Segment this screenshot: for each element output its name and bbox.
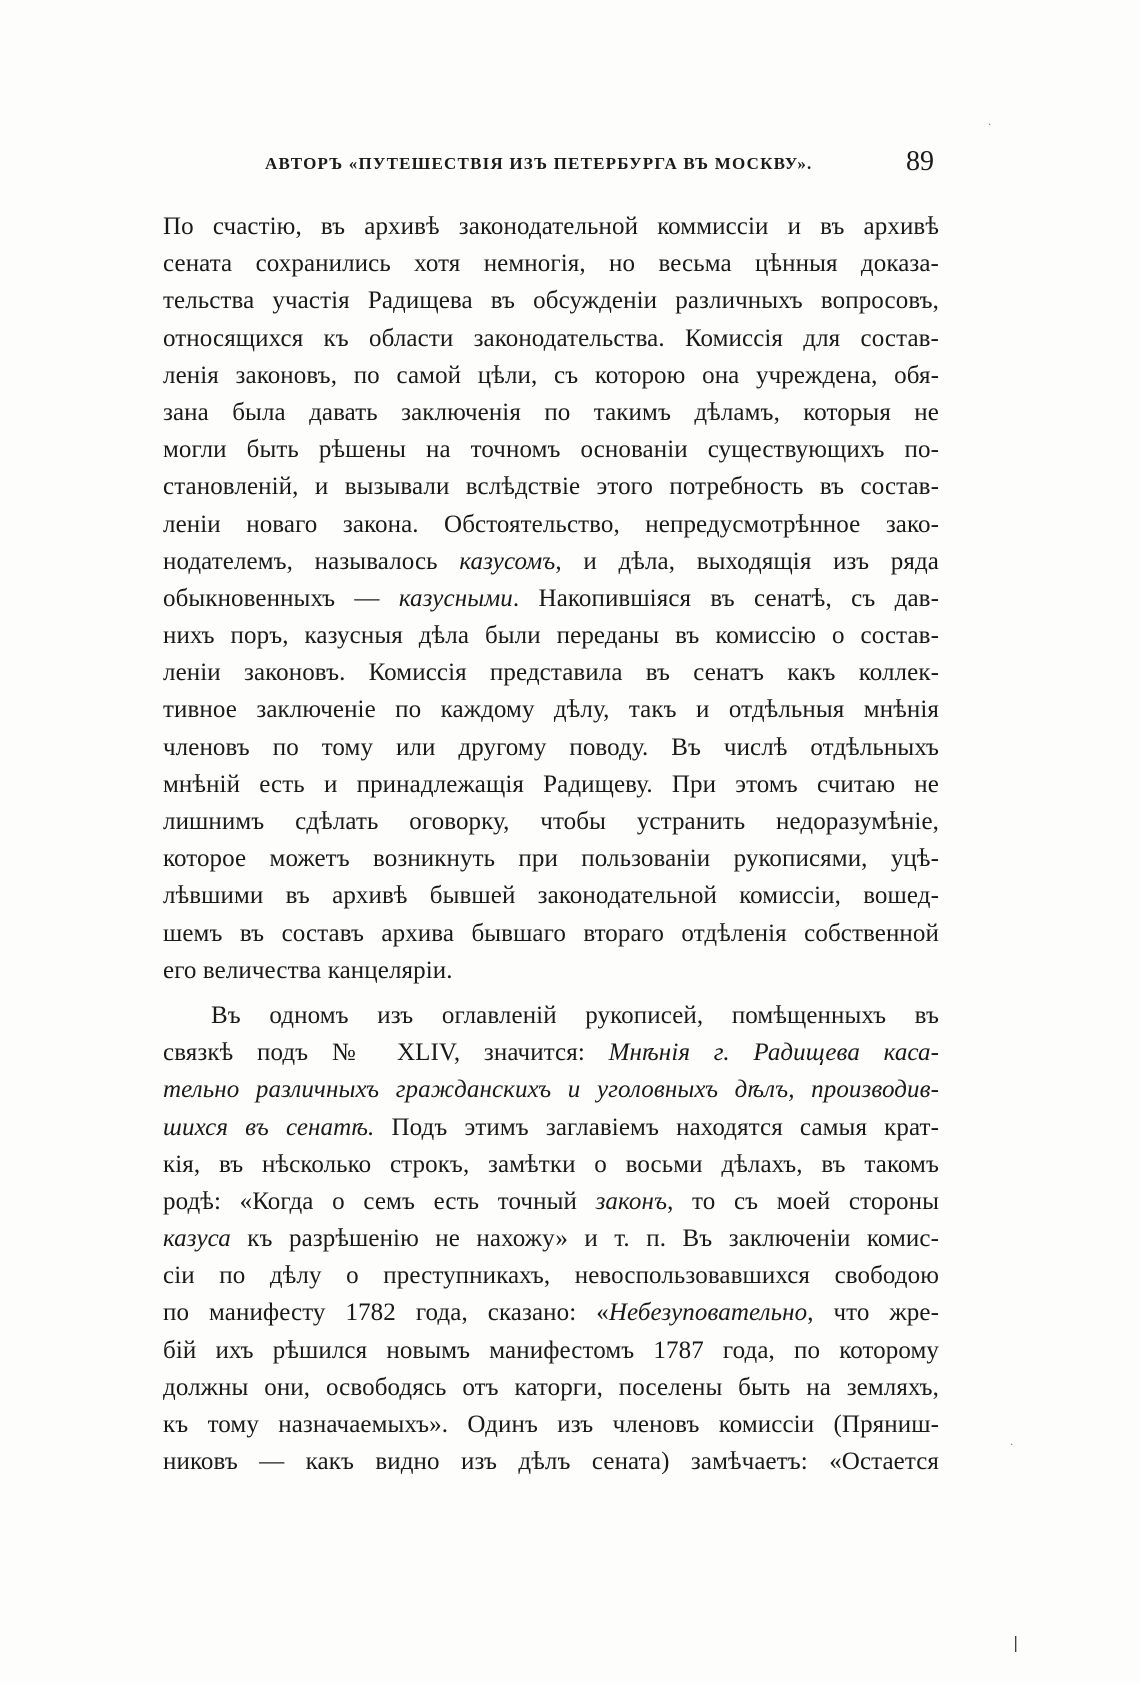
text-line bbox=[163, 543, 939, 580]
text-line bbox=[163, 877, 939, 914]
text-segment: лишнимъ сдѣлать оговорку, чтобы устранить недоразумѣніе, bbox=[163, 808, 939, 835]
text-segment: лѣвшими въ архивѣ бывшей законодательной комиссіи, вошед- bbox=[163, 882, 939, 910]
text-segment: родѣ: «Когда о семъ есть точный bbox=[163, 1187, 596, 1215]
text-segment: его величества канцеляріи. bbox=[163, 956, 453, 984]
text-line bbox=[163, 691, 939, 728]
text-line bbox=[163, 1071, 939, 1108]
text-line bbox=[163, 1034, 939, 1071]
italic-segment: Небезуповательно bbox=[608, 1299, 808, 1327]
paragraph-1 bbox=[163, 208, 939, 989]
paragraph-2 bbox=[163, 997, 939, 1480]
text-segment: становленій, и вызывали вслѣдствіе этого потребность въ состав- bbox=[163, 473, 939, 501]
text-line bbox=[163, 282, 939, 319]
scan-speck: · bbox=[1010, 1440, 1014, 1451]
italic-segment: казуса bbox=[163, 1225, 231, 1253]
text-segment: ленія законовъ, по самой цѣли, съ которою она учреждена, обя- bbox=[163, 361, 939, 389]
text-segment: , то съ моей стороны bbox=[667, 1187, 939, 1215]
text-line bbox=[163, 915, 939, 952]
text-segment: мнѣній есть и принадлежащія Радищеву. При этомъ считаю не bbox=[163, 770, 939, 798]
text-segment: по манифесту 1782 года, сказано: « bbox=[163, 1299, 609, 1327]
text-line bbox=[163, 840, 939, 877]
text-line bbox=[163, 1443, 939, 1480]
scan-speck: | bbox=[1013, 1633, 1019, 1652]
text-segment: леніи законовъ. Комиссія представила въ сенатъ какъ коллек- bbox=[163, 659, 939, 687]
text-segment: . Накопившіяся въ сенатѣ, съ дав- bbox=[512, 584, 939, 612]
text-segment: обыкновенныхъ — bbox=[163, 584, 399, 612]
text-segment: Въ одномъ изъ оглавленій рукописей, помѣщенныхъ въ bbox=[211, 1001, 939, 1029]
text-segment: По счастію, въ архивѣ законодательной коммиссіи и въ архивѣ bbox=[163, 213, 939, 240]
text-line bbox=[163, 1220, 939, 1257]
text-segment: тивное заключеніе по каждому дѣлу, такъ и отдѣльныя мнѣнія bbox=[163, 696, 939, 724]
text-segment: , и дѣла, выходящія изъ ряда bbox=[555, 547, 939, 575]
text-line bbox=[163, 1109, 939, 1146]
text-segment: связкѣ подъ № XLIV, значится: bbox=[163, 1039, 609, 1067]
body-text bbox=[163, 208, 939, 1480]
text-segment: сената сохранились хотя немногія, но весьма цѣнныя доказа- bbox=[163, 250, 939, 278]
text-segment: членовъ по тому или другому поводу. Въ числѣ отдѣльныхъ bbox=[163, 733, 939, 761]
text-segment: бій ихъ рѣшился новымъ манифестомъ 1787 года, по которому bbox=[163, 1336, 939, 1364]
paragraph-gap bbox=[163, 989, 939, 997]
text-line bbox=[163, 997, 939, 1034]
text-line bbox=[163, 729, 939, 766]
text-segment: нодателемъ, называлось bbox=[163, 547, 460, 575]
text-segment: относящихся къ области законодательства. Комиссія для состав- bbox=[163, 324, 939, 352]
text-line bbox=[163, 208, 939, 245]
text-segment: Подъ этимъ заглавіемъ находятся самыя крат- bbox=[374, 1113, 939, 1141]
page-number: 89 bbox=[906, 146, 934, 177]
text-segment: которое можетъ возникнуть при пользованіи рукописями, уцѣ- bbox=[163, 845, 939, 873]
running-header bbox=[240, 146, 940, 186]
italic-segment: шихся въ сенатѣ. bbox=[163, 1113, 375, 1141]
text-segment: къ разрѣшенію не нахожу» и т. п. Въ заключеніи комис- bbox=[230, 1225, 939, 1253]
text-line bbox=[163, 1294, 939, 1331]
italic-segment: Мнѣнія г. Радищева каса- bbox=[608, 1039, 939, 1067]
text-line bbox=[163, 506, 939, 543]
text-line bbox=[163, 468, 939, 505]
text-segment: тельства участія Радищева въ обсужденіи различныхъ вопросовъ, bbox=[163, 287, 939, 315]
text-line bbox=[163, 245, 939, 282]
text-line bbox=[163, 320, 939, 357]
text-line bbox=[163, 1257, 939, 1294]
text-segment: , что жре- bbox=[807, 1299, 939, 1327]
text-line bbox=[163, 580, 939, 617]
text-line bbox=[163, 952, 939, 989]
text-segment: сіи по дѣлу о преступникахъ, невоспользовавшихся свободою bbox=[163, 1262, 939, 1290]
text-segment: зана была давать заключенія по такимъ дѣламъ, которыя не bbox=[163, 398, 939, 426]
text-segment: шемъ въ составъ архива бывшаго втораго отдѣленія собственной bbox=[163, 919, 939, 947]
text-line bbox=[163, 617, 939, 654]
scan-speck: · bbox=[988, 120, 992, 131]
text-segment: должны они, освободясь отъ каторги, поселены быть на земляхъ, bbox=[163, 1373, 939, 1401]
text-segment: могли быть рѣшены на точномъ основаніи существующихъ по- bbox=[163, 436, 939, 464]
italic-segment: казусомъ bbox=[459, 547, 556, 575]
text-segment: леніи новаго закона. Обстоятельство, непредусмотрѣнное зако- bbox=[163, 510, 939, 538]
text-line bbox=[163, 803, 939, 840]
text-line bbox=[163, 1146, 939, 1183]
text-segment: никовъ — какъ видно изъ дѣлъ сената) замѣчаетъ: «Остается bbox=[163, 1448, 939, 1476]
text-line bbox=[163, 1183, 939, 1220]
text-line bbox=[163, 357, 939, 394]
text-line bbox=[163, 766, 939, 803]
text-line bbox=[163, 394, 939, 431]
text-line bbox=[163, 1332, 939, 1369]
italic-segment: законъ bbox=[595, 1187, 668, 1215]
text-segment: кія, въ нѣсколько строкъ, замѣтки о восьми дѣлахъ, въ такомъ bbox=[163, 1150, 939, 1178]
italic-segment: тельно различныхъ гражданскихъ и уголовныхъ дѣлъ, производив- bbox=[163, 1076, 939, 1104]
text-line bbox=[163, 431, 939, 468]
text-line bbox=[163, 1406, 939, 1443]
text-segment: къ тому назначаемыхъ». Одинъ изъ членовъ комиссіи (Пряниш- bbox=[163, 1411, 939, 1438]
italic-segment: казусными bbox=[398, 584, 513, 612]
text-line bbox=[163, 654, 939, 691]
text-line bbox=[163, 1369, 939, 1406]
running-title: АВТОРЪ «ПУТЕШЕСТВІЯ ИЗЪ ПЕТЕРБУРГА ВЪ МОСКВУ». bbox=[265, 154, 813, 173]
text-segment: нихъ поръ, казусныя дѣла были переданы въ комиссію о состав- bbox=[163, 622, 939, 650]
